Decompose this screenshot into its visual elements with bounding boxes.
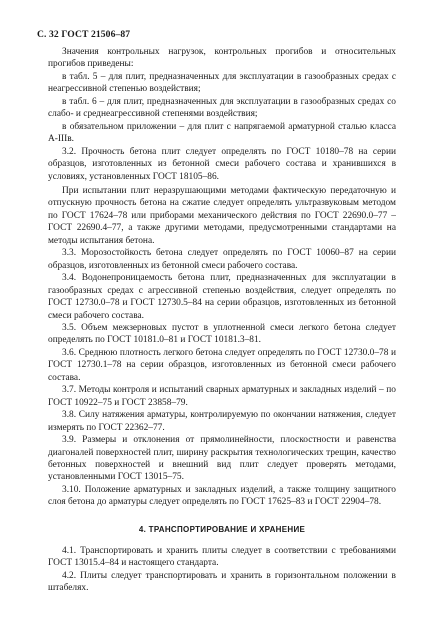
section-title: 4. ТРАНСПОРТИРОВАНИЕ И ХРАНЕНИЕ: [138, 525, 306, 534]
paragraph-3-7: 3.7. Методы контроля и испытаний сварных арматурных и закладных изделий – по ГОСТ 10922–75 и ГОСТ 23858–79.: [48, 385, 396, 408]
paragraph-3-5: 3.5. Объем межзерновых пустот в уплотненной смеси легкого бетона следует определять по ГОСТ 10181.0–81 и ГОСТ 10181.3–81.: [48, 322, 396, 346]
section-text: [48, 545, 396, 595]
paragraph-intro: Значения контрольных нагрузок, контрольных прогибов и относительных прогибов приведены:: [48, 47, 396, 70]
paragraph-3-9: 3.9. Размеры и отклонения от прямолинейности, плоскостности и равенства диагоналей поверхностей плит, ширину раскрытия технологических трещин, качество бетонных поверхностей и внешний вид плит следует проверять методами, установленными ГОСТ 13015–75.: [48, 435, 396, 483]
page-header: С. 32 ГОСТ 21506–87: [37, 29, 131, 40]
paragraph-3-3: 3.3. Морозостойкость бетона следует определять по ГОСТ 10060–87 на серии образцов, изготовленных из бетонной смеси рабочего состава.: [48, 248, 396, 271]
paragraph-3-6: 3.6. Среднюю плотность легкого бетона следует определять по ГОСТ 12730.0–78 и ГОСТ 12730.1–78 на серии образцов, изготовленных из бетонной смеси рабочего состава.: [48, 347, 396, 383]
paragraph-4-2: 4.2. Плиты следует транспортировать и хранить в горизонтальном положении в штабелях.: [48, 570, 396, 594]
body-text: [48, 46, 396, 509]
paragraph-appendix: в обязательном приложении – для плит с напрягаемой арматурной сталью класса А-IIIв.: [48, 121, 396, 145]
paragraph-4-1: 4.1. Транспортировать и хранить плиты следует в соответствии с требованиями ГОСТ 13015.4–84 и настоящего стандарта.: [48, 546, 396, 569]
paragraph-table-5: в табл. 5 – для плит, предназначенных для эксплуатации в газообразных средах с неагрессивной степенью воздействия;: [48, 71, 396, 95]
paragraph-3-10: 3.10. Положение арматурных и закладных изделий, а также толщину защитного слоя бетона до арматуры следует определять по ГОСТ 17625–83 и ГОСТ 22904–78.: [48, 484, 396, 508]
paragraph-table-6: в табл. 6 – для плит, предназначенных для эксплуатации в газообразных средах со слабо- и среднеагрессивной степенями воздействия;: [48, 96, 396, 120]
paragraph-3-2: 3.2. Прочность бетона плит следует определять по ГОСТ 10180–78 на серии образцов, изготовленных из бетонной смеси рабочего состава и хранившихся в условиях, установленных ГОСТ 18105–86.: [48, 146, 396, 182]
paragraph-3-8: 3.8. Силу натяжения арматуры, контролируемую по окончании натяжения, следует измерять по ГОСТ 22362–77.: [48, 410, 396, 433]
paragraph-3-4: 3.4. Водонепроницаемость бетона плит, предназначенных для эксплуатации в газообразных средах с агрессивной степенью воздействия, следует определять по ГОСТ 12730.0–78 и ГОСТ 12730.5–84 на серии образцов, изготовленных из бетонной смеси рабочего состава.: [48, 273, 396, 321]
paragraph-nondestructive: При испытании плит неразрушающими методами фактическую передаточную и отпускную прочность бетона на сжатие следует определять ультразвуковым методом по ГОСТ 17624–78 или приборами механического действия по ГОСТ 22690.0–77 – ГОСТ 22690.4–77, а также другими методами, предусмотренными стандартами на методы испытания бетона.: [48, 185, 396, 246]
